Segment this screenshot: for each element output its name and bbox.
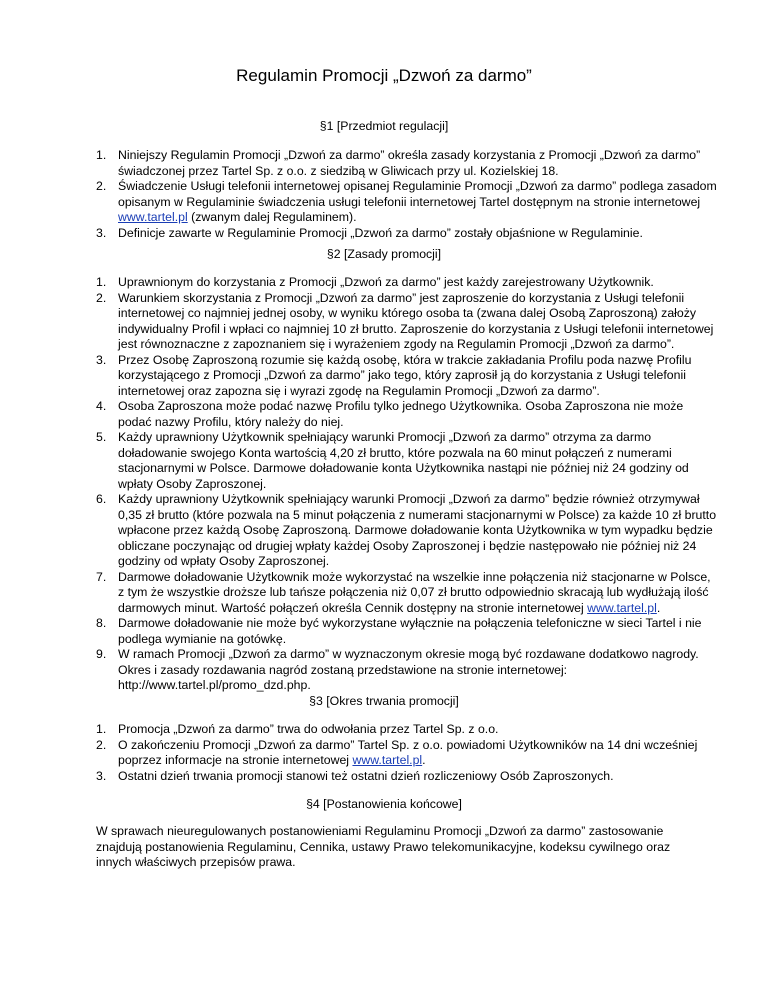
list-item-text: Każdy uprawniony Użytkownik spełniający warunki Promocji „Dzwoń za darmo” będzie również otrzymywał 0,35 zł brutto (które pozwala na 5 minut połączenia z numerami stacjonarnymi w Polsce) za każde 10 zł brutto wpłacone przez każdą Osobę Zaproszoną. Darmowe doładowanie konta Użytkownika w tym wypadku będzie obliczane poczynając od drugiej wpłaty każdej Osoby Zaproszonej i będzie następowało nie później niż 24 godziny od wpłaty Osoby Zaproszonej. xyxy=(118,492,717,568)
section-2-heading: §2 [Zasady promocji] xyxy=(326,247,442,261)
list-item-number: 2. xyxy=(96,179,107,193)
section-1-list xyxy=(96,148,718,241)
list-item-number: 3. xyxy=(96,225,107,240)
list-item-number: 1. xyxy=(96,275,107,289)
list-item-number: 7. xyxy=(96,569,107,584)
list-item-number: 2. xyxy=(96,737,107,752)
list-item xyxy=(96,569,718,617)
list-item xyxy=(96,737,718,769)
list-item-number: 3. xyxy=(96,768,107,783)
list-item-text: Uprawnionym do korzystania z Promocji „Dzwoń za darmo” jest każdy zarejestrowany Użytkownik. xyxy=(118,275,654,289)
list-item-number: 1. xyxy=(96,148,107,162)
list-item xyxy=(96,399,718,430)
tartel-website-link[interactable]: www.tartel.pl xyxy=(352,753,423,767)
list-item-text: Definicje zawarte w Regulaminie Promocji „Dzwoń za darmo” zostały objaśnione w Regulaminie. xyxy=(118,225,643,240)
list-item-text: Osoba Zaproszona może podać nazwę Profilu tylko jednego Użytkownika. Osoba Zaproszona nie może podać nazwy Profilu, który należy do niej. xyxy=(118,399,684,429)
section-1-heading: §1 [Przedmiot regulacji] xyxy=(319,119,449,133)
list-item-text: Darmowe doładowanie Użytkownik może wykorzystać na wszelkie inne połączenia niż stacjonarne w Polsce, z tym że wszystkie droższe lub tańsze połączenia niż 0,07 zł brutto odpowiednio skracają lub wydłużają ilość darmowych minut. Wartość połączeń określa Cennik dostępny na stronie internetowej xyxy=(118,569,711,615)
section-2-list xyxy=(96,275,718,694)
list-item-text: Darmowe doładowanie nie może być wykorzystane wyłącznie na połączenia telefoniczne w sieci Tartel i nie podlega wymianie na gotówkę. xyxy=(118,616,702,646)
list-item-text: W ramach Promocji „Dzwoń za darmo” w wyznaczonym okresie mogą być rozdawane dodatkowo nagrody. Okres i zasady rozdawania nagród zostaną przedstawione na stronie internetowej: http://www.tartel.pl/promo_dzd.php. xyxy=(118,647,699,692)
list-item-number: 3. xyxy=(96,352,107,367)
list-item-text: Warunkiem skorzystania z Promocji „Dzwoń za darmo” jest zaproszenie do korzystania z Usługi telefonii internetowej co najmniej jednej osoby, w wyniku którego osoba ta (zwana dalej Osobą Zaproszoną) założy indywidualny Profil i wpłaci co najmniej 10 zł brutto. Zaproszenie do korzystania z Usługi telefonii internetowej jest równoznaczne z zapoznaniem się i wyrażeniem zgody na Regulamin Promocji „Dzwoń za darmo”. xyxy=(118,290,714,351)
list-item xyxy=(96,290,718,353)
list-item-text: O zakończeniu Promocji „Dzwoń za darmo” Tartel Sp. z o.o. powiadomi Użytkowników na 14 dni wcześniej poprzez informacje na stronie internetowej xyxy=(118,737,698,767)
document-title: Regulamin Promocji „Dzwoń za darmo” xyxy=(236,66,532,85)
tartel-website-link[interactable]: www.tartel.pl xyxy=(587,600,657,615)
tartel-website-link[interactable]: www.tartel.pl xyxy=(118,210,188,224)
section-3-list xyxy=(96,722,718,784)
list-item xyxy=(96,616,718,647)
list-item-number: 1. xyxy=(96,722,107,736)
section-3-heading: §3 [Okres trwania promocji] xyxy=(309,694,459,708)
final-provisions-paragraph: W sprawach nieuregulowanych postanowieniami Regulaminu Promocji „Dzwoń za darmo” zastosowanie znajdują postanowienia Regulaminu, Cennika, ustawy Prawo telekomunikacyjne, kodeksu cywilnego oraz innych właściwych przepisów prawa. xyxy=(96,824,671,869)
list-item-number: 2. xyxy=(96,290,107,305)
list-item-text: Ostatni dzień trwania promocji stanowi też ostatni dzień rozliczeniowy Osób Zaproszonych. xyxy=(118,768,614,783)
list-item-text: . xyxy=(422,753,426,767)
list-item-number: 4. xyxy=(96,399,107,413)
section-4-heading: §4 [Postanowienia końcowe] xyxy=(306,797,462,811)
list-item xyxy=(96,647,718,694)
list-item xyxy=(96,430,718,492)
list-item-text: Świadczenie Usługi telefonii internetowej opisanej Regulaminie Promocji „Dzwoń za darmo” podlega zasadom opisanym w Regulaminie świadczenia usługi telefonii internetowej Tartel dostępnym na stronie internetowej xyxy=(118,179,717,209)
list-item-number: 8. xyxy=(96,616,107,630)
list-item xyxy=(96,492,718,570)
list-item-text: Każdy uprawniony Użytkownik spełniający warunki Promocji „Dzwoń za darmo” otrzyma za darmo doładowanie swojego Konta wartością 4,20 zł brutto, które pozwala na 60 minut połączeń z numerami stacjonarnymi w Polsce. Darmowe doładowanie konta Użytkownika nastąpi nie później niż 24 godziny od wpłaty Osoby Zaproszonej. xyxy=(118,430,689,491)
list-item xyxy=(96,179,718,226)
list-item xyxy=(96,225,718,242)
list-item-number: 9. xyxy=(96,647,107,661)
list-item xyxy=(96,275,718,291)
list-item-text: . xyxy=(656,600,661,615)
list-item-number: 6. xyxy=(96,492,107,506)
list-item xyxy=(96,148,718,179)
list-item-number: 5. xyxy=(96,430,107,444)
list-item-text: (zwanym dalej Regulaminem). xyxy=(187,210,357,224)
list-item xyxy=(96,352,718,400)
list-item xyxy=(96,722,718,738)
list-item-text: Przez Osobę Zaproszoną rozumie się każdą osobę, która w trakcie zakładania Profilu poda nazwę Profilu korzystającego z Promocji „Dzwoń za darmo” jako tego, który zaprosił ją do korzystania z Usługi telefonii internetowej oraz zapozna się i wyrazi zgodę na Regulamin Promocji „Dzwoń za darmo”. xyxy=(118,352,692,398)
list-item xyxy=(96,768,718,785)
list-item-text: Niniejszy Regulamin Promocji „Dzwoń za darmo” określa zasady korzystania z Promocji „Dzwoń za darmo” świadczonej przez Tartel Sp. z o.o. z siedzibą w Gliwicach przy ul. Kozielskiej 18. xyxy=(118,148,701,178)
list-item-text: Promocja „Dzwoń za darmo” trwa do odwołania przez Tartel Sp. z o.o. xyxy=(118,722,499,736)
